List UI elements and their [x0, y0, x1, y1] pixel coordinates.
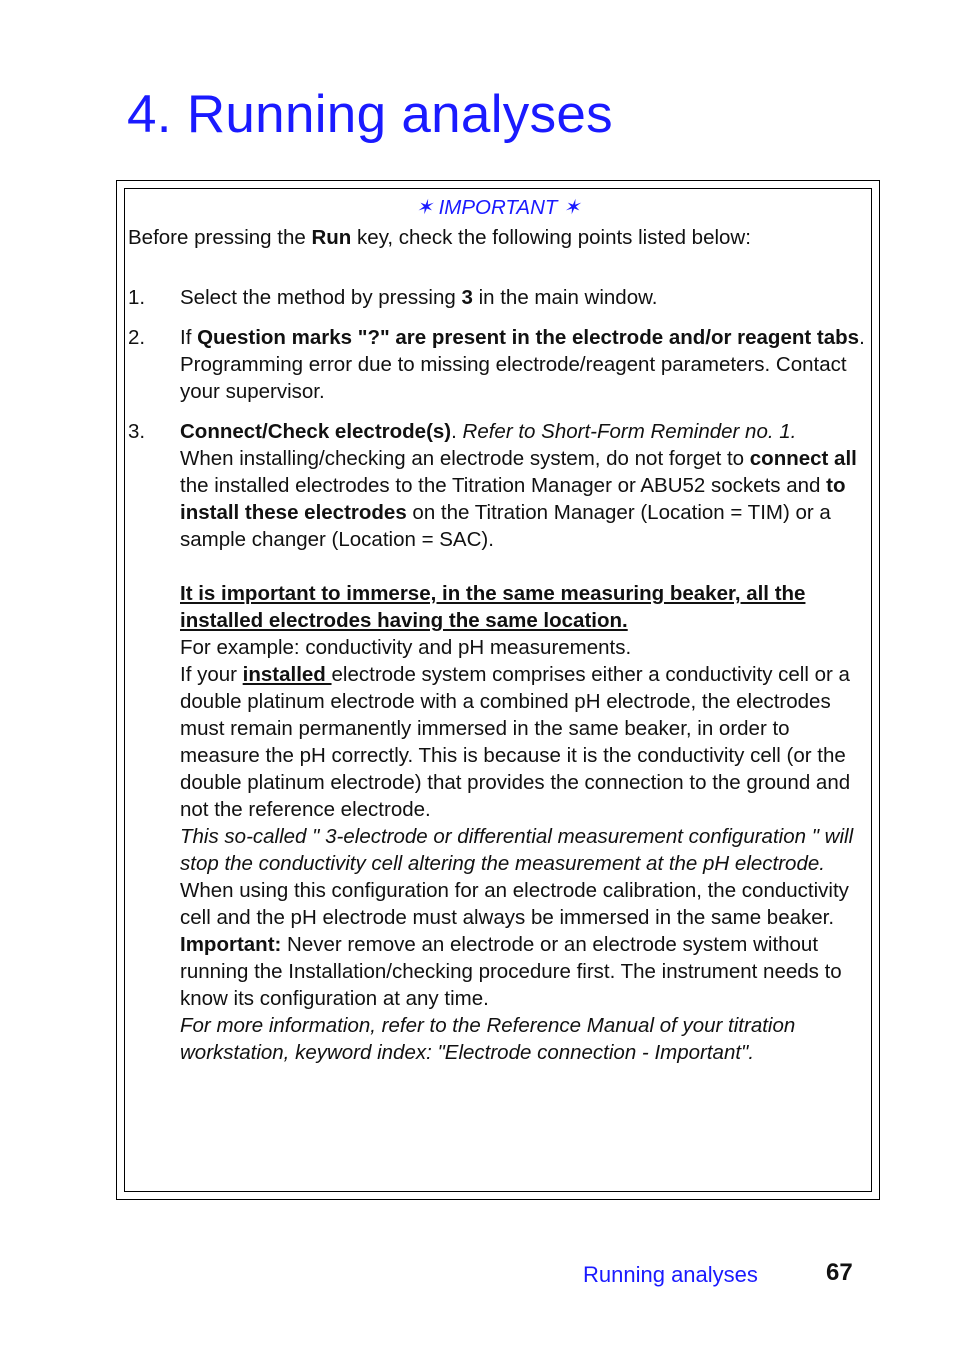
footer-section-label: Running analyses	[583, 1262, 758, 1287]
run-key-label: Run	[311, 226, 352, 249]
intro-paragraph	[128, 224, 868, 251]
intro-text-end: key, check the following points listed below:	[351, 226, 751, 249]
reference-note	[128, 1012, 868, 1066]
item-italic: Refer to Short-Form Reminder no. 1.	[462, 420, 797, 443]
para-text: If your	[180, 663, 243, 686]
item-bold: Connect/Check electrode(s)	[180, 420, 452, 443]
page-title: 4. Running analyses	[127, 85, 613, 144]
list-item-3	[128, 418, 868, 445]
important-heading: ✶ IMPORTANT ✶	[415, 196, 581, 219]
list-number: 2.	[128, 326, 146, 349]
list-number: 1.	[128, 286, 146, 309]
para-bold: Important:	[180, 933, 282, 956]
para-text: When installing/checking an electrode system, do not forget to	[180, 447, 750, 470]
para-text: Never remove an electrode or an electrode system without running the Installation/checking procedure first. The instrument needs to know its configuration at any time.	[180, 933, 842, 1010]
item-text: in the main window.	[472, 286, 658, 309]
para-text: the installed electrodes to the Titration Manager or ABU52 sockets and	[180, 474, 827, 497]
intro-text: Before pressing the	[128, 226, 312, 249]
item-bold: 3	[461, 286, 473, 309]
list-item-1	[128, 284, 868, 311]
para-text: electrode system comprises either a conductivity cell or a double platinum electrode with a combined pH electrode, the electrodes must remain permanently immersed in the same beaker, in order to measure the pH correctly. This is because it is the conductivity cell (or the double platinum electrode) that provides the connection to the ground and not the reference electrode.	[180, 663, 851, 821]
installing-paragraph	[128, 445, 868, 553]
para-italic: For more information, refer to the Reference Manual of your titration workstation, keyword index: "Electrode connection - Important".	[180, 1014, 796, 1064]
list-item-2	[128, 324, 868, 405]
item-text: .	[451, 420, 463, 443]
para-text: on the Titration Manager (Location = TIM) or a sample changer (Location = SAC).	[180, 501, 831, 551]
para-text: For example: conductivity and pH measurements.	[180, 636, 632, 659]
para-bold: connect all	[749, 447, 857, 470]
page-number: 67	[826, 1259, 853, 1286]
para-underlined: installed	[242, 663, 332, 686]
item-text: . Programming error due to missing electrode/reagent parameters. Contact your supervisor.	[180, 326, 865, 403]
para-text: When using this configuration for an electrode calibration, the conductivity cell and the pH electrode must always be immersed in the same beaker.	[180, 879, 849, 929]
immerse-warning: It is important to immerse, in the same measuring beaker, all the installed electrodes having the same location.	[180, 582, 806, 632]
item-bold: Question marks "?" are present in the electrode and/or reagent tabs	[197, 326, 860, 349]
list-number: 3.	[128, 420, 146, 443]
para-italic: This so-called " 3-electrode or differential measurement configuration " will stop the conductivity cell altering the measurement at the pH electrode.	[180, 825, 854, 875]
important-box-content	[128, 194, 868, 1066]
para-bold: to install these electrodes	[180, 474, 846, 524]
example-paragraph	[128, 634, 868, 931]
important-note-paragraph	[128, 931, 868, 1012]
item-text: If	[180, 326, 198, 349]
item-text: Select the method by pressing	[180, 286, 462, 309]
